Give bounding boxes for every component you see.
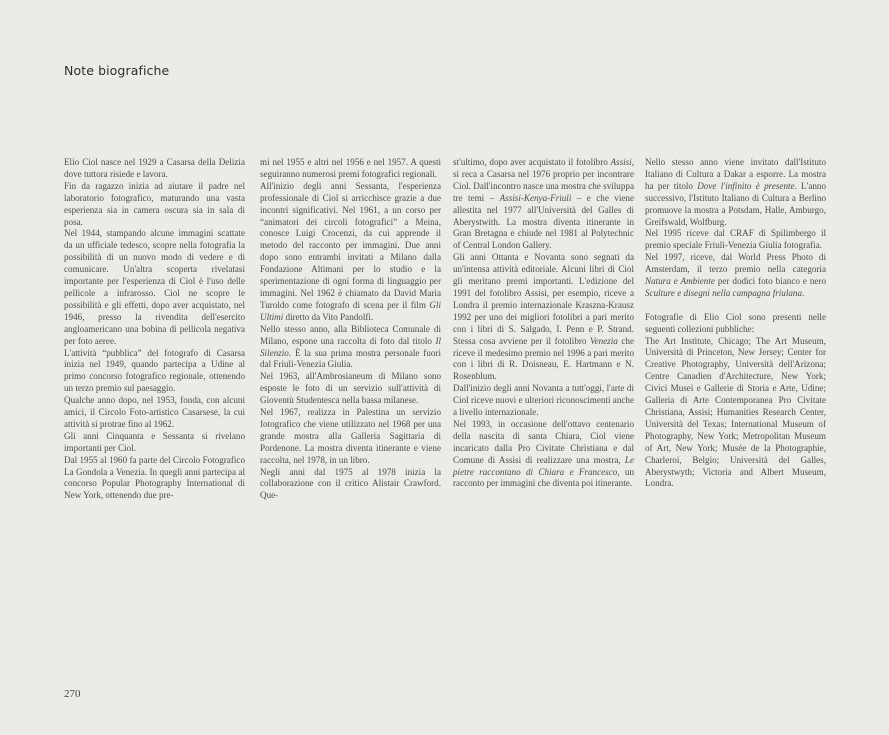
paragraph xyxy=(260,181,441,324)
italic-title: Assisi-Kenya-Friuli xyxy=(499,192,572,203)
text-run: Fotografie di Elio Ciol sono presenti nelle seguenti collezioni pubbliche: xyxy=(645,311,826,334)
italic-title: Sculture e disegni nella campagna friulana xyxy=(645,287,803,298)
text-run: – e che viene allestita nel 1977 all'Università del Galles di Aberystwith. La mostra diventa itinerante in Gran Bretagna e chiude nel 1981 al Polytechnic of Central London Gallery. xyxy=(453,192,635,251)
italic-title: Il Silenzio xyxy=(260,335,441,358)
paragraph xyxy=(453,419,634,490)
text-run: Nel 1967, realizza in Palestina un servizio fotografico che viene utilizzato nel 1968 per una grande mostra alla Galleria Sagittaria di Pordenone. La mostra diventa itinerante e viene raccolta, nel 1978, in un libro. xyxy=(260,407,441,465)
text-run: . L'anno successivo, l'Istituto Italiano di Cultura a Berlino promuove la mostra a Potsdam, Halle, Amburgo, Greifswald, Wolfburg. xyxy=(645,180,827,227)
text-column-1 xyxy=(64,157,245,502)
paragraph xyxy=(260,371,441,407)
paragraph xyxy=(64,181,245,229)
paragraph xyxy=(645,228,826,252)
text-run: Nel 1993, in occasione dell'ottavo centenario della nascita di santa Chiara, Ciol viene incaricato dalla Pro Civitate Christiana e dal Comune di Assisi di realizzare una mostra, xyxy=(453,418,634,465)
text-run: Dal 1955 al 1960 fa parte del Circolo Fotografico La Gondola a Venezia. In quegli anni partecipa al concorso Popular Photography International di New York, ottenendo due pre- xyxy=(64,454,245,501)
text-run: che riceve il medesimo premio nel 1996 a pari merito con i libri di R. Doisneau, E. Hartmann e N. Rosenblum. xyxy=(453,335,634,382)
paragraph xyxy=(64,157,245,181)
italic-title: Le pietre raccontano di Chiara e Francesco xyxy=(453,454,634,477)
text-run: per dodici foto bianco e nero xyxy=(714,276,826,287)
text-run: Qualche anno dopo, nel 1953, fonda, con alcuni amici, il Circolo Foto-artistico Casarsese, la cui attività si protrae fino al 1962. xyxy=(64,395,245,429)
paragraph xyxy=(645,336,826,491)
paragraph xyxy=(260,324,441,372)
text-run: Negli anni dal 1975 al 1978 inizia la collaborazione con il critico Alistair Crawford. Que- xyxy=(260,466,441,501)
text-column-4 xyxy=(645,157,826,490)
text-run: , un racconto per immagini che diventa poi itinerante. xyxy=(453,466,634,489)
text-run: Fin da ragazzo inizia ad aiutare il padre nel laboratorio fotografico, maturando una vasta esperienza sia in camera oscura sia in sala di posa. xyxy=(64,180,245,227)
text-run: Nel 1997, riceve, dal World Press Photo di Amsterdam, il terzo premio nella categoria xyxy=(645,252,826,275)
text-run: , si reca a Casarsa nel 1976 proprio per incontrare Ciol. Dall'incontro nasce una mostra che sviluppa tre temi – xyxy=(453,157,634,203)
paragraph xyxy=(64,348,245,396)
italic-title: Natura e Ambiente xyxy=(645,276,715,287)
page-number: 270 xyxy=(64,688,81,700)
text-column-2 xyxy=(260,157,441,502)
paragraph xyxy=(645,312,826,336)
text-run: Elio Ciol nasce nel 1929 a Casarsa della Delizia dove tuttora risiede e lavora. xyxy=(64,157,245,179)
paragraph xyxy=(453,383,634,419)
italic-title: Venezia xyxy=(590,335,618,346)
text-run: Nel 1944, stampando alcune immagini scattate da un ufficiale tedesco, scopre nella fotografia la possibilità di un nuovo modo di vedere e di comunicare. Un'altra scoperta rivelatasi importante per l'esperienza di Ciol è l'uso delle pellicole a infrarosso. Ciol ne scopre le possibilità e gli effetti, dopo aver acquistato, nel 1946, presso la rivendita dell'esercito angloamericano una bobina di pellicola negativa per foto aeree. xyxy=(64,228,245,346)
italic-title: Dove l'infinito è presente xyxy=(697,180,795,191)
paragraph xyxy=(260,407,441,467)
paragraph xyxy=(453,252,634,383)
text-run: Gli anni Ottanta e Novanta sono segnati da un'intensa attività editoriale. Alcuni libri di Ciol gli meritano premi importanti. L'edizione del 1991 del fotolibro Assisi, per esempio, riceve a Londra il premio internazionale Kraszna-Krausz 1992 per uno dei migliori fotolibri a pari merito con i libri di S. Salgado, I. Penn e P. Strand. Stessa cosa avviene per il fotolibro xyxy=(453,252,634,346)
text-run: All'inizio degli anni Sessanta, l'esperienza professionale di Ciol si arricchisce grazie a due incontri significativi. Nel 1961, a un corso per “animatori dei circoli fotografici” a Meina, conosce Luigi Crocenzi, da cui apprende il metodo del racconto per immagini. Due anni dopo sono entrambi invitati a Milano dalla Fondazione Altimani per lo studio e la sperimentazione di ogni forma di linguaggio per immagini. Nel 1962 è chiamato da David Maria Turoldo come fotografo di scena per il film xyxy=(260,180,441,310)
text-run: Nello stesso anno, alla Biblioteca Comunale di Milano, espone una raccolta di foto dal titolo xyxy=(260,323,441,346)
text-run: . È la sua prima mostra personale fuori dal Friuli-Venezia Giulia. xyxy=(260,347,441,370)
text-run: . xyxy=(802,287,805,298)
text-run: Nel 1995 riceve dal CRAF di Spilimbergo il premio speciale Friuli-Venezia Giulia fotografia. xyxy=(645,228,826,251)
paragraph xyxy=(453,157,634,252)
text-run: L'attività “pubblica” del fotografo di Casarsa inizia nel 1949, quando partecipa a Udine al primo concorso fotografico regionale, ottenendo un terzo premio sul paesaggio. xyxy=(64,347,245,394)
paragraph xyxy=(64,455,245,503)
text-run: Nel 1963, all'Ambrosianeum di Milano sono esposte le foto di un servizio sull'attività di Gioventù Studentesca nella bassa milanese. xyxy=(260,371,441,406)
italic-title: Gli Ultimi xyxy=(260,299,441,322)
text-run: mi nel 1955 e altri nel 1956 e nel 1957. A questi seguiranno numerosi premi fotografici regionali. xyxy=(260,157,441,179)
text-column-3 xyxy=(453,157,634,490)
text-run: Nello stesso anno viene invitato dall'Istituto Italiano di Cultura a Dakar a esporre. La mostra ha per titolo xyxy=(645,157,826,191)
paragraph xyxy=(64,228,245,347)
paragraph xyxy=(645,252,826,300)
paragraph xyxy=(645,157,826,228)
paragraph xyxy=(64,395,245,431)
text-run: diretto da Vito Pandolfi. xyxy=(283,311,374,322)
paragraph xyxy=(260,467,441,503)
text-run: The Art Institute, Chicago; The Art Museum, Università di Princeton, New Jersey; Center for Creative Photography, Università dell'Arizona; Centre Canadien d'Architecture, New York; Civici Musei e Gallerie di Storia e Arte, Udine; Galleria di Arte Contemporanea Pro Civitate Christiana, Assisi; Humanities Research Center, Università del Texas; International Museum of Photography, New York; Metropolitan Museum of Art, New York; Musée de la Photographie, Charleroi, Belgio; Università del Galles, Aberystwyth; Victoria and Albert Museum, Londra. xyxy=(645,335,826,489)
text-run: Gli anni Cinquanta e Sessanta si rivelano importanti per Ciol. xyxy=(64,430,245,453)
page-title: Note biografiche xyxy=(64,63,170,78)
paragraph xyxy=(260,157,441,181)
text-run: st'ultimo, dopo aver acquistato il fotolibro xyxy=(453,157,611,167)
text-run: Dall'inizio degli anni Novanta a tutt'oggi, l'arte di Ciol riceve nuovi e ulteriori riconoscimenti anche a livello internazionale. xyxy=(453,383,634,418)
italic-title: Assisi xyxy=(610,157,632,167)
paragraph xyxy=(64,431,245,455)
